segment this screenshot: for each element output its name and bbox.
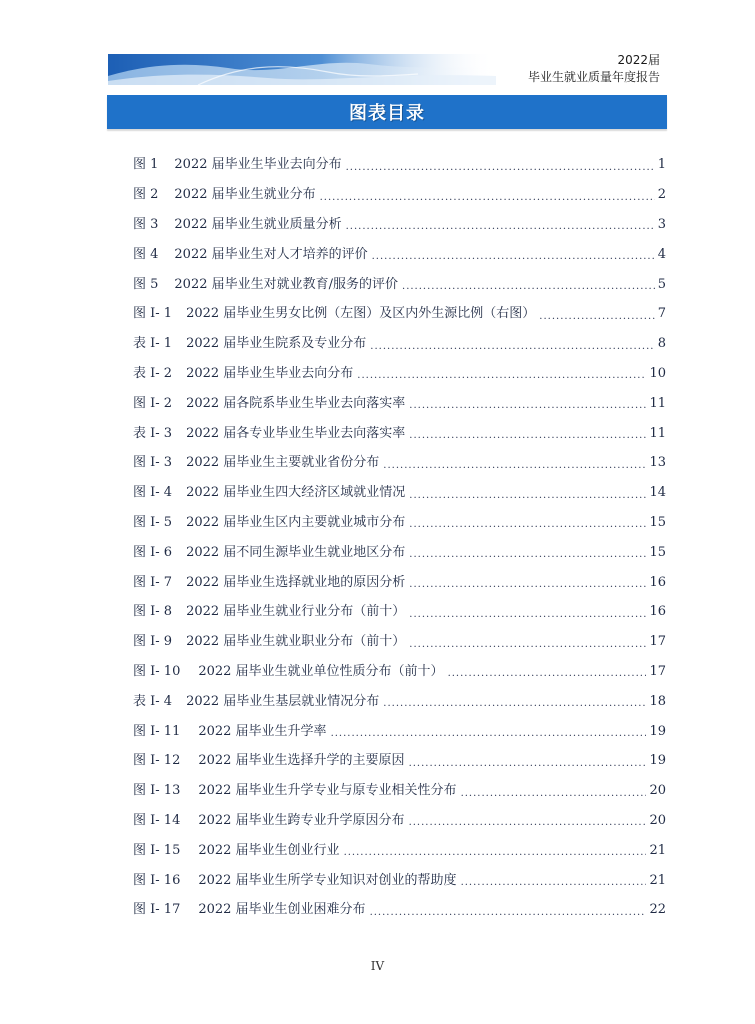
toc-entry-page: 5 [657, 276, 666, 292]
dot-leader [402, 282, 655, 292]
dot-leader [539, 312, 654, 322]
report-title: 毕业生就业质量年度报告 [527, 70, 660, 85]
toc-entry-page: 17 [649, 634, 666, 650]
dot-leader [409, 580, 646, 590]
toc-entry-page: 11 [649, 425, 666, 441]
toc-entry-page: 20 [649, 812, 666, 828]
toc-entry-title: 2022 届毕业生就业职业分布（前十） [186, 634, 406, 650]
toc-entry-label: 图 5 [133, 276, 159, 292]
toc-entry-page: 3 [657, 216, 666, 232]
dot-leader [409, 550, 646, 560]
dot-leader [383, 699, 646, 709]
toc-entry-label: 图 I- 17 [133, 902, 181, 918]
table-of-figures [133, 150, 666, 925]
toc-entry-page: 17 [649, 663, 666, 679]
toc-entry[interactable] [133, 657, 666, 687]
dot-leader [383, 461, 646, 471]
header-wave-banner [108, 54, 496, 85]
toc-entry-title: 2022 届毕业生主要就业省份分布 [186, 455, 380, 471]
toc-entry-page: 16 [649, 574, 666, 590]
toc-entry[interactable] [133, 508, 666, 538]
toc-entry[interactable] [133, 776, 666, 806]
toc-entry-page: 15 [649, 514, 666, 530]
toc-entry[interactable] [133, 329, 666, 359]
toc-entry-label: 图 I- 14 [133, 812, 181, 828]
toc-entry-title: 2022 届毕业生选择就业地的原因分析 [186, 574, 406, 590]
toc-entry-label: 图 3 [133, 216, 159, 232]
toc-entry-title: 2022 届各专业毕业生毕业去向落实率 [186, 425, 406, 441]
toc-entry[interactable] [133, 686, 666, 716]
wave-decoration [108, 54, 496, 85]
toc-entry[interactable] [133, 537, 666, 567]
toc-entry-title: 2022 届毕业生升学率 [198, 723, 327, 739]
toc-entry[interactable] [133, 627, 666, 657]
toc-entry-label: 图 I- 11 [133, 723, 181, 739]
toc-entry-title: 2022 届毕业生对人才培养的评价 [174, 246, 368, 262]
toc-entry-label: 图 I- 5 [133, 514, 173, 530]
toc-entry[interactable] [133, 418, 666, 448]
toc-entry[interactable] [133, 269, 666, 299]
toc-entry[interactable] [133, 180, 666, 210]
toc-entry[interactable] [133, 835, 666, 865]
toc-entry-title: 2022 届毕业生基层就业情况分布 [186, 693, 380, 709]
toc-entry-label: 表 I- 2 [133, 365, 173, 381]
toc-entry-title: 2022 届毕业生四大经济区域就业情况 [186, 485, 406, 501]
toc-entry[interactable] [133, 210, 666, 240]
toc-entry-label: 图 I- 12 [133, 753, 181, 769]
dot-leader [409, 610, 646, 620]
toc-entry-label: 图 I- 4 [133, 485, 173, 501]
toc-entry-page: 15 [649, 544, 666, 560]
toc-entry-title: 2022 届毕业生区内主要就业城市分布 [186, 514, 406, 530]
toc-entry-label: 图 I- 8 [133, 604, 173, 620]
toc-entry-title: 2022 届毕业生男女比例（左图）及区内外生源比例（右图） [186, 306, 536, 322]
dot-leader [409, 520, 646, 530]
toc-entry-page: 2 [657, 187, 666, 203]
dot-leader [409, 401, 646, 411]
toc-entry[interactable] [133, 388, 666, 418]
toc-entry-title: 2022 届毕业生对就业教育/服务的评价 [174, 276, 399, 292]
dot-leader [346, 163, 655, 173]
toc-entry-title: 2022 届毕业生就业分布 [174, 187, 316, 203]
section-title-bar [107, 95, 667, 129]
dot-leader [461, 878, 647, 888]
dot-leader [344, 848, 647, 858]
toc-entry-label: 表 I- 3 [133, 425, 173, 441]
toc-entry-title: 2022 届毕业生选择升学的主要原因 [198, 753, 405, 769]
dot-leader [370, 342, 654, 352]
toc-entry-page: 4 [657, 246, 666, 262]
toc-entry-page: 11 [649, 395, 666, 411]
toc-entry-title: 2022 届毕业生就业质量分析 [174, 216, 342, 232]
toc-entry-title: 2022 届各院系毕业生毕业去向落实率 [186, 395, 406, 411]
toc-entry-title: 2022 届毕业生升学专业与原专业相关性分布 [198, 783, 457, 799]
toc-entry-page: 19 [649, 723, 666, 739]
toc-entry[interactable] [133, 359, 666, 389]
toc-entry-title: 2022 届毕业生毕业去向分布 [174, 157, 342, 173]
toc-entry[interactable] [133, 895, 666, 925]
toc-entry-label: 图 I- 13 [133, 783, 181, 799]
toc-entry[interactable] [133, 299, 666, 329]
toc-entry-title: 2022 届毕业生创业困难分布 [198, 902, 366, 918]
dot-leader [370, 908, 647, 918]
toc-entry-title: 2022 届毕业生跨专业升学原因分布 [198, 812, 405, 828]
toc-entry-label: 图 I- 2 [133, 395, 173, 411]
toc-entry-label: 图 4 [133, 246, 159, 262]
toc-entry-title: 2022 届毕业生院系及专业分布 [186, 336, 367, 352]
toc-entry-title: 2022 届毕业生所学专业知识对创业的帮助度 [198, 872, 457, 888]
page-number: IV [370, 959, 385, 973]
toc-entry-page: 14 [649, 485, 666, 501]
toc-entry-page: 7 [657, 306, 666, 322]
dot-leader [357, 371, 646, 381]
dot-leader [346, 222, 655, 232]
toc-entry[interactable] [133, 567, 666, 597]
toc-entry-label: 图 I- 6 [133, 544, 173, 560]
toc-entry-title: 2022 届毕业生就业单位性质分布（前十） [198, 663, 444, 679]
toc-entry[interactable] [133, 865, 666, 895]
toc-entry[interactable] [133, 448, 666, 478]
toc-entry[interactable] [133, 746, 666, 776]
toc-entry-title: 2022 届毕业生创业行业 [198, 842, 340, 858]
toc-entry-title: 2022 届毕业生就业行业分布（前十） [186, 604, 406, 620]
toc-entry-label: 图 I- 10 [133, 663, 181, 679]
toc-entry-label: 图 I- 9 [133, 634, 173, 650]
toc-entry-page: 22 [649, 902, 666, 918]
dot-leader [409, 640, 646, 650]
toc-entry-label: 图 I- 16 [133, 872, 181, 888]
dot-leader [409, 431, 646, 441]
toc-entry[interactable] [133, 478, 666, 508]
toc-entry-page: 18 [649, 693, 666, 709]
dot-leader [448, 669, 647, 679]
toc-entry-page: 1 [657, 157, 666, 173]
toc-entry[interactable] [133, 150, 666, 180]
toc-entry-page: 8 [657, 336, 666, 352]
toc-entry[interactable] [133, 597, 666, 627]
dot-leader [372, 252, 655, 262]
toc-entry-label: 图 1 [133, 157, 159, 173]
toc-entry[interactable] [133, 806, 666, 836]
toc-entry-label: 图 I- 1 [133, 306, 173, 322]
toc-entry-title: 2022 届不同生源毕业生就业地区分布 [186, 544, 406, 560]
dot-leader [409, 759, 647, 769]
report-year: 2022届 [617, 53, 660, 67]
toc-entry-label: 图 I- 3 [133, 455, 173, 471]
toc-entry-page: 21 [649, 842, 666, 858]
toc-entry-page: 21 [649, 872, 666, 888]
page-title: 图表目录 [349, 103, 425, 124]
toc-entry-label: 图 I- 7 [133, 574, 173, 590]
dot-leader [461, 789, 647, 799]
report-header [500, 54, 660, 90]
toc-entry[interactable] [133, 716, 666, 746]
toc-entry-page: 20 [649, 783, 666, 799]
dot-leader [331, 729, 647, 739]
dot-leader [409, 818, 647, 828]
toc-entry-label: 图 I- 15 [133, 842, 181, 858]
toc-entry-page: 16 [649, 604, 666, 620]
toc-entry-label: 表 I- 1 [133, 336, 173, 352]
dot-leader [320, 193, 655, 203]
toc-entry-page: 13 [649, 455, 666, 471]
toc-entry-page: 19 [649, 753, 666, 769]
toc-entry-title: 2022 届毕业生毕业去向分布 [186, 365, 354, 381]
toc-entry[interactable] [133, 239, 666, 269]
dot-leader [409, 491, 646, 501]
toc-entry-label: 图 2 [133, 187, 159, 203]
toc-entry-label: 表 I- 4 [133, 693, 173, 709]
toc-entry-page: 10 [649, 365, 666, 381]
